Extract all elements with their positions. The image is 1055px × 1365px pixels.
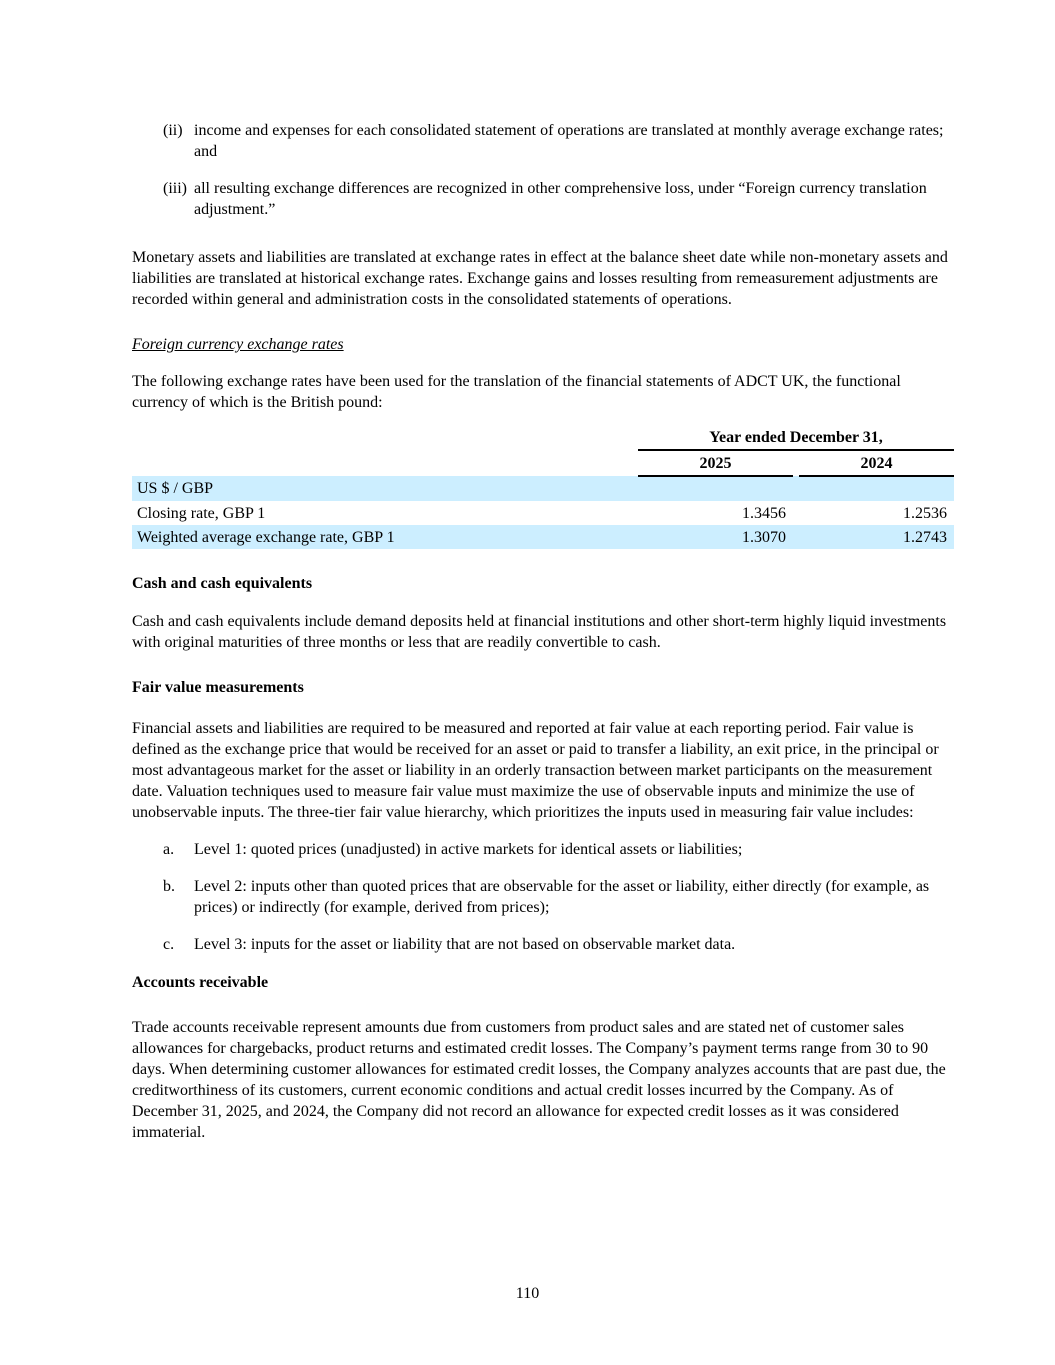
list-item-text: Level 2: inputs other than quoted prices that are observable for the asset or liability, either directly (for example, as prices) or indirectly (for example, derived from prices);	[194, 878, 930, 916]
list-item-level-3	[132, 934, 954, 955]
cash-heading: Cash and cash equivalents	[132, 575, 313, 592]
cell-value-2025: 1.3070	[638, 525, 793, 549]
document-page	[132, 120, 954, 1159]
cell-value-2024: 1.2743	[799, 525, 954, 549]
column-header-2025: 2025	[638, 450, 793, 476]
exchange-rate-table	[132, 425, 954, 549]
accounts-receivable-paragraph: Trade accounts receivable represent amounts due from customers from product sales and are stated net of customer sales allowances for chargebacks, product returns and estimated credit losses. The Company’s payment terms range from 30 to 90 days. When determining customer allowances for estimated credit losses, the Company analyzes accounts that are past due, the creditworthiness of its customers, current economic conditions and actual credit losses incurred by the Company. As of December 31, 2025, and 2024, the Company did not record an allowance for expected credit losses as it was considered immaterial.	[132, 1019, 946, 1141]
list-marker: c.	[163, 936, 175, 953]
list-marker: b.	[163, 878, 175, 895]
list-marker: (iii)	[163, 180, 187, 197]
page-number: 110	[515, 1285, 540, 1302]
list-item-text: Level 3: inputs for the asset or liability that are not based on observable market data.	[194, 936, 736, 953]
cash-paragraph: Cash and cash equivalents include demand deposits held at financial institutions and other short-term highly liquid investments with original maturities of three months or less that are readily convertible to cash.	[132, 613, 947, 651]
table-section-label: US $ / GBP	[132, 476, 638, 501]
list-item-ii	[132, 120, 954, 162]
list-item-text: income and expenses for each consolidated statement of operations are translated at monthly average exchange rates; and	[194, 122, 944, 160]
list-marker: (ii)	[163, 122, 183, 139]
table-row	[132, 476, 954, 501]
list-item-level-1	[132, 839, 954, 860]
row-label: Weighted average exchange rate, GBP 1	[132, 525, 638, 549]
list-item-text: Level 1: quoted prices (unadjusted) in active markets for identical assets or liabilities;	[194, 841, 743, 858]
table-row	[132, 525, 954, 549]
cell-value-2024: 1.2536	[903, 504, 947, 522]
accounts-receivable-heading: Accounts receivable	[132, 974, 269, 991]
fx-heading: Foreign currency exchange rates	[132, 336, 344, 353]
list-item-level-2	[132, 876, 954, 918]
fx-intro-paragraph: The following exchange rates have been used for the translation of the financial statements of ADCT UK, the functional currency of which is the British pound:	[132, 373, 901, 411]
list-item-text: all resulting exchange differences are recognized in other comprehensive loss, under “Foreign currency translation adjustment.”	[194, 180, 927, 218]
row-label: Closing rate, GBP 1	[137, 504, 266, 522]
cell-value-2025: 1.3456	[742, 504, 786, 522]
table-group-header: Year ended December 31,	[638, 425, 954, 450]
fair-value-heading: Fair value measurements	[132, 679, 304, 696]
fair-value-paragraph: Financial assets and liabilities are required to be measured and reported at fair value at each reporting period. Fair value is defined as the exchange price that would be received for an asset or paid to transfer a liability, an exit price, in the principal or most advantageous market for the asset or liability in an orderly transaction between market participants on the measurement date. Valuation techniques used to measure fair value must maximize the use of observable inputs and minimize the use of unobservable inputs. The three-tier fair value hierarchy, which prioritizes the inputs used in measuring fair value includes:	[132, 720, 939, 821]
monetary-paragraph: Monetary assets and liabilities are translated at exchange rates in effect at the balance sheet date while non-monetary assets and liabilities are translated at historical exchange rates. Exchange gains and losses resulting from remeasurement adjustments are recorded within general and administration costs in the consolidated statements of operations.	[132, 249, 948, 308]
list-item-iii	[132, 178, 954, 220]
table-row	[132, 501, 954, 525]
column-header-2024: 2024	[799, 450, 954, 476]
list-marker: a.	[163, 841, 175, 858]
